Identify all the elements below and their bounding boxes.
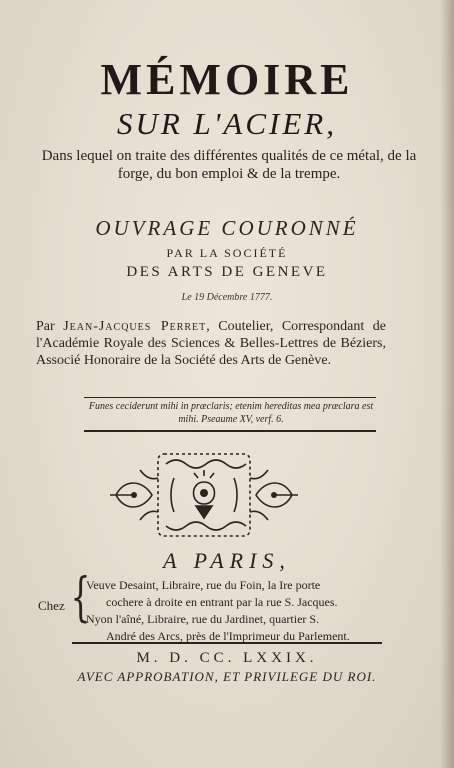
imprint-publishers bbox=[86, 578, 386, 646]
imprint-rule bbox=[72, 642, 382, 644]
imprint-chez: Chez bbox=[38, 598, 65, 613]
imprint-approbation: AVEC APPROBATION, ET PRIVILEGE DU ROI. bbox=[77, 669, 377, 684]
award-date: Le 19 Décembre 1777. bbox=[181, 292, 273, 303]
award-heading: OUVRAGE COURONNÉ bbox=[95, 216, 359, 240]
publisher-1-line-1: Veuve Desaint, Libraire, rue du Foin, la Ire porte bbox=[86, 578, 321, 592]
author-block bbox=[36, 318, 386, 369]
epigraph: Funes ceciderunt mihi in præclaris; etenim hereditas mea præclara est mihi. Pseaume XV, verf. 6. bbox=[88, 401, 374, 425]
title-subtitle: SUR L'ACIER, bbox=[116, 106, 337, 141]
publisher-2-line-1: Nyon l'aîné, Libraire, rue du Jardinet, quartier S. bbox=[86, 612, 320, 626]
author-text: , Coutelier, Correspondant de l'Académie Royale des Sciences & Belles-Lettres de Béziers, Associé Honoraire de la Société des Arts de Genève. bbox=[36, 319, 386, 368]
author-prefix: Par bbox=[36, 319, 55, 334]
epigraph-bottom-rule bbox=[84, 430, 376, 432]
award-society: DES ARTS DE GENEVE bbox=[126, 264, 328, 280]
publisher-2-line-2: André des Arcs, près de l'Imprimeur du Parlement. bbox=[106, 629, 350, 643]
description-text: Dans lequel on traite des différentes qualités de ce métal, de la forge, du bon emploi & de la trempe. bbox=[41, 148, 417, 182]
epigraph-top-rule bbox=[84, 397, 376, 398]
award-par-la: PAR LA SOCIÉTÉ bbox=[166, 246, 288, 260]
author-name: Jean-Jacques Perret bbox=[63, 319, 207, 334]
imprint-brace: { bbox=[70, 568, 91, 628]
imprint-city: A PARIS, bbox=[163, 548, 291, 573]
title-main: MÉMOIRE bbox=[100, 55, 354, 104]
imprint-year: M. D. CC. LXXIX. bbox=[136, 650, 318, 666]
publisher-1-line-2: cochere à droite en entrant par la rue S. Jacques. bbox=[106, 595, 338, 609]
printers-ornament bbox=[104, 448, 304, 542]
